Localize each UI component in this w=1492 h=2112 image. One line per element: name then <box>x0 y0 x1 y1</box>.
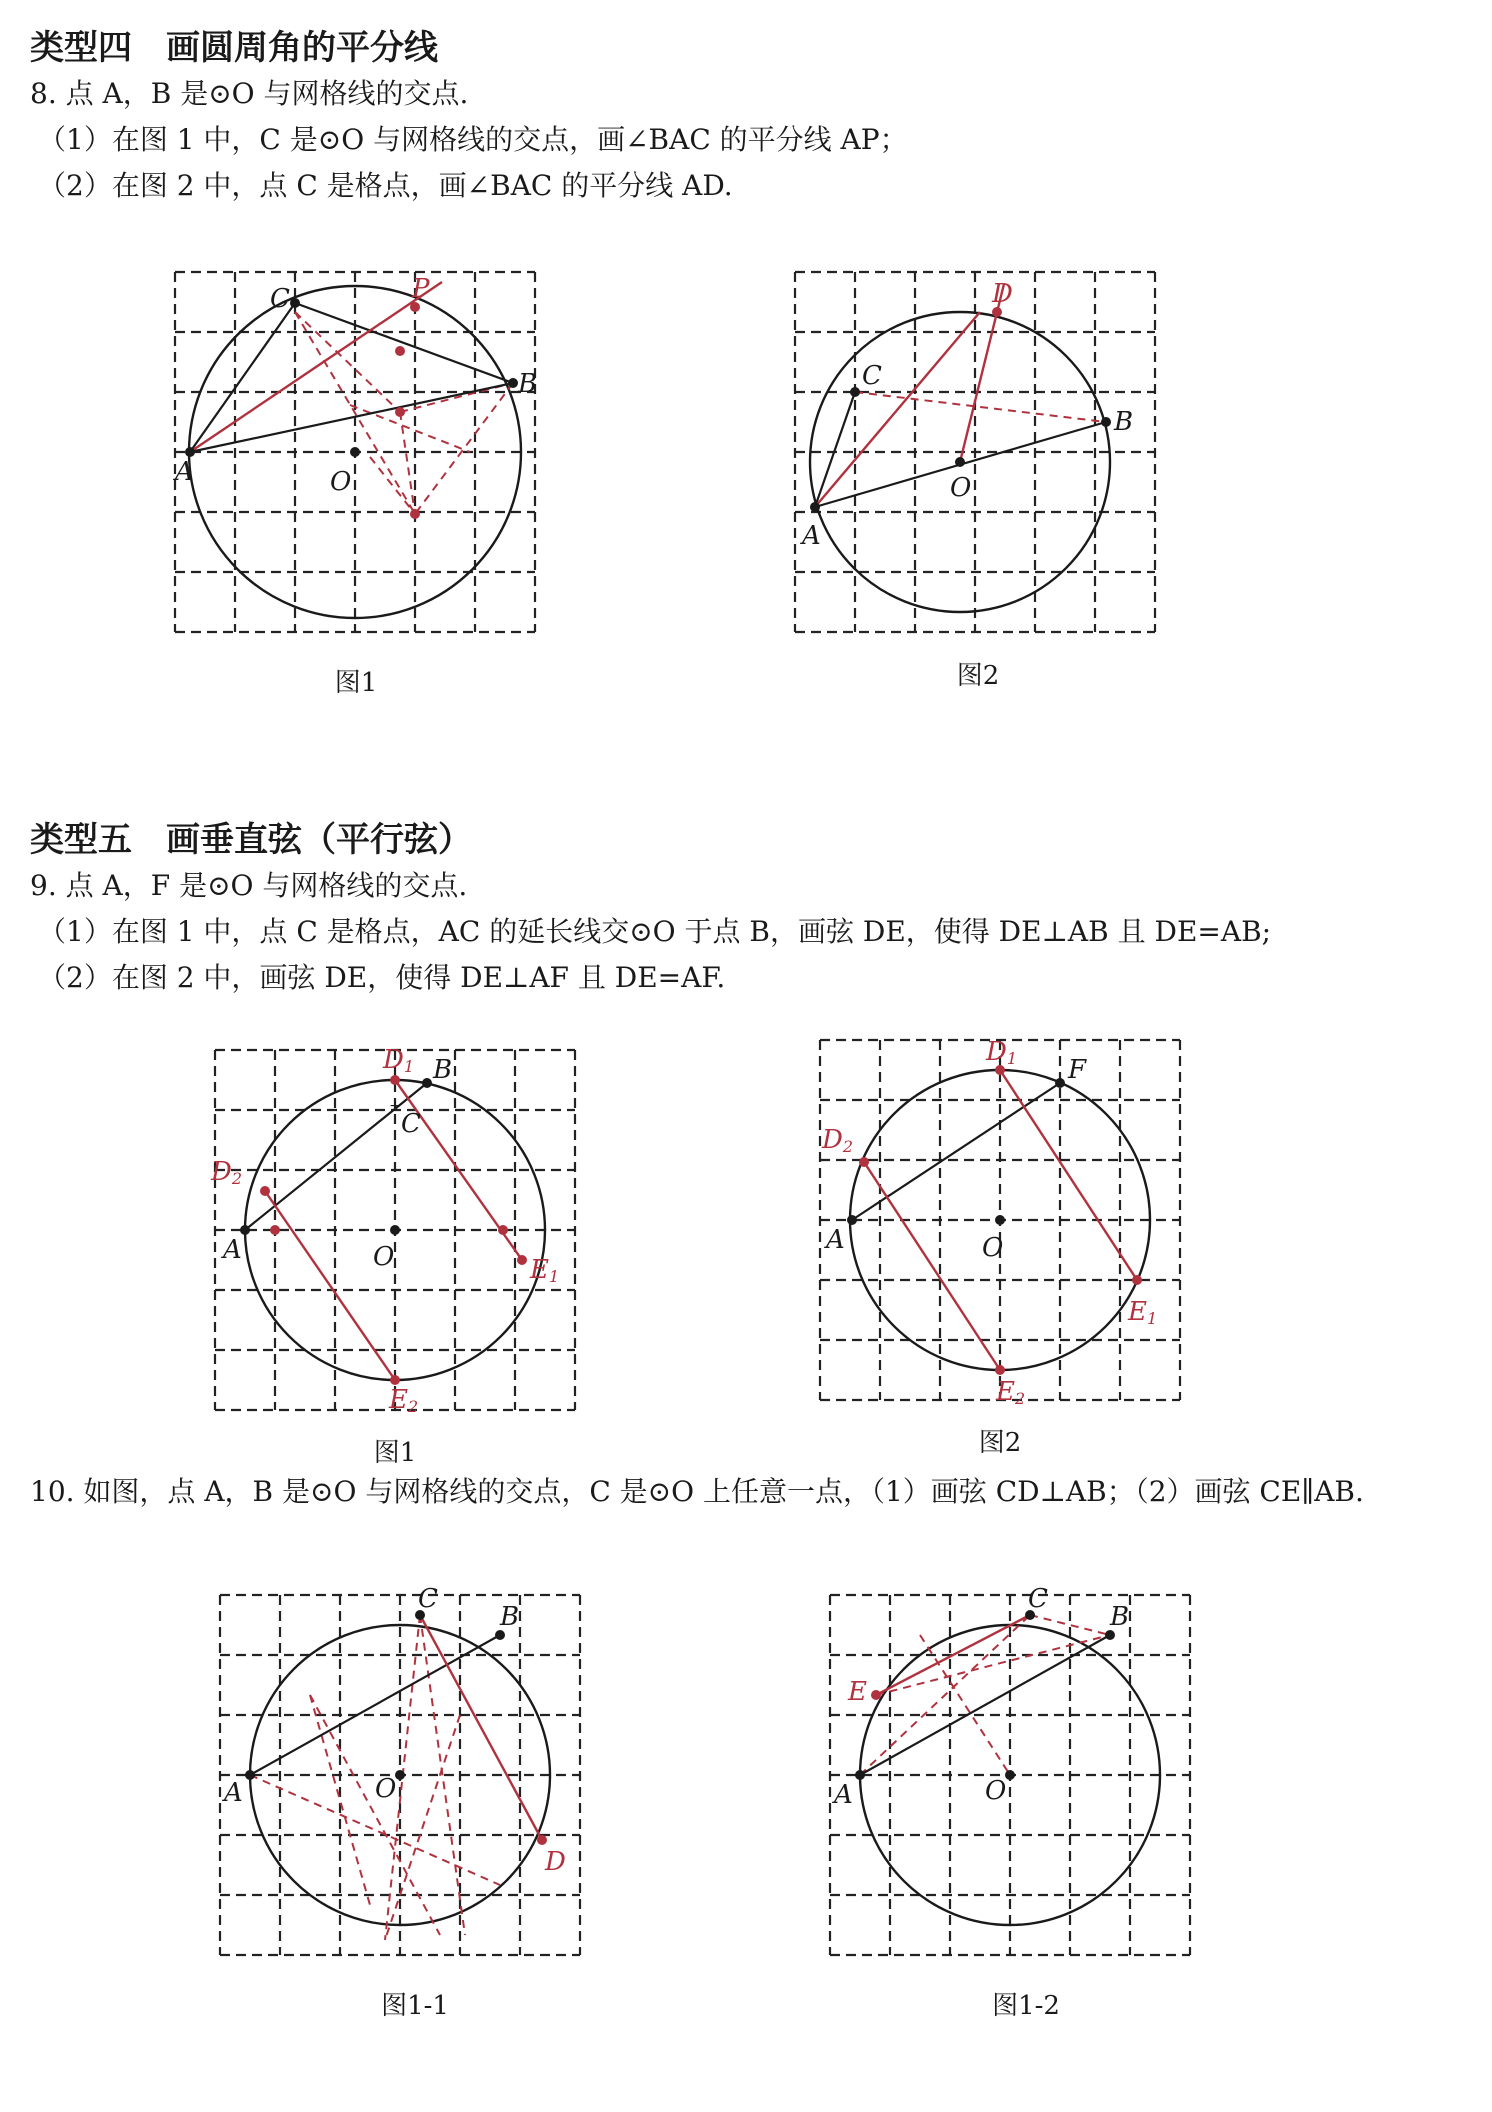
label-a: A <box>224 1778 243 1808</box>
label-e1: E1 <box>1128 1297 1158 1328</box>
label-b: B <box>1114 407 1134 437</box>
label-o: O <box>950 473 972 503</box>
label-a: A <box>223 1235 242 1265</box>
cross-c: + <box>389 1098 401 1114</box>
q8-part2: （2）在图 2 中，点 C 是格点，画∠BAC 的平分线 AD. <box>38 169 733 202</box>
label-b: B <box>433 1055 453 1085</box>
q9-fig1 <box>205 1040 585 1420</box>
q8-part1: （1）在图 1 中，C 是⊙O 与网格线的交点，画∠BAC 的平分线 AP； <box>38 123 908 156</box>
q8-fig1 <box>170 262 550 642</box>
label-a: A <box>802 521 821 551</box>
label-a: A <box>834 1780 853 1810</box>
label-f: F <box>1068 1055 1087 1085</box>
label-o: O <box>982 1233 1004 1263</box>
label-c: C <box>401 1109 421 1139</box>
label-d2: D2 <box>211 1157 243 1188</box>
label-o: O <box>375 1774 397 1804</box>
chord-d2e2 <box>265 1191 395 1380</box>
q10-fig1 <box>210 1585 590 1965</box>
label-d: D <box>545 1847 566 1877</box>
section4-heading: 类型四 画圆周角的平分线 <box>30 28 438 68</box>
label-b: B <box>518 369 538 399</box>
label-o: O <box>330 467 352 497</box>
q10-fig1-caption: 图1-1 <box>381 1991 449 2021</box>
q10-fig2-caption: 图1-2 <box>992 1991 1060 2021</box>
label-d1: D1 <box>986 1037 1018 1068</box>
label-c: C <box>418 1585 438 1614</box>
construction-cb <box>855 392 1106 422</box>
q8-stem: 8. 点 A，B 是⊙O 与网格线的交点. <box>30 77 469 110</box>
label-b: B <box>1110 1602 1130 1632</box>
points <box>855 1610 1115 1780</box>
chord-d1e1 <box>1000 1070 1137 1280</box>
label-a: A <box>175 457 194 487</box>
grid <box>795 272 1155 632</box>
label-p: P <box>412 274 430 304</box>
label-e: E <box>848 1677 867 1707</box>
label-c: C <box>270 284 290 314</box>
q9-part1: （1）在图 1 中，点 C 是格点，AC 的延长线交⊙O 于点 B，画弦 DE，使得 DE⊥AB 且 DE=AB; <box>38 915 1272 948</box>
label-b: B <box>500 1602 520 1632</box>
label-d1: D1 <box>383 1045 415 1076</box>
chord-d2e2 <box>864 1162 1000 1370</box>
q9-stem: 9. 点 A，F 是⊙O 与网格线的交点. <box>30 869 468 902</box>
q8-fig2 <box>790 262 1170 642</box>
label-a: A <box>826 1225 845 1255</box>
triangle-abc <box>190 303 513 452</box>
label-e2: E2 <box>996 1377 1026 1408</box>
chord-af <box>852 1083 1060 1220</box>
q8-fig2-caption: 图2 <box>956 661 1000 691</box>
label-c: C <box>862 361 882 391</box>
q10-stem: 10. 如图，点 A，B 是⊙O 与网格线的交点，C 是⊙O 上任意一点，（1）画弦 CD⊥AB；（2）画弦 CE∥AB. <box>30 1475 1364 1508</box>
label-c: C <box>1028 1585 1048 1614</box>
q9-fig2-caption: 图2 <box>978 1428 1022 1458</box>
label-o: O <box>373 1242 395 1272</box>
q9-fig1-caption: 图1 <box>373 1438 417 1468</box>
label-d: D <box>992 279 1013 309</box>
label-e2: E2 <box>389 1385 419 1416</box>
label-d2: D2 <box>822 1125 854 1156</box>
label-o: O <box>985 1776 1007 1806</box>
section5-heading: 类型五 画垂直弦（平行弦） <box>30 820 472 860</box>
q10-fig2 <box>820 1585 1200 1965</box>
points <box>245 1610 547 1845</box>
label-e1: E1 <box>530 1255 560 1286</box>
q9-part2: （2）在图 2 中，画弦 DE，使得 DE⊥AF 且 DE=AF. <box>38 961 726 994</box>
q9-fig2 <box>810 1030 1190 1410</box>
q8-fig1-caption: 图1 <box>334 668 378 698</box>
